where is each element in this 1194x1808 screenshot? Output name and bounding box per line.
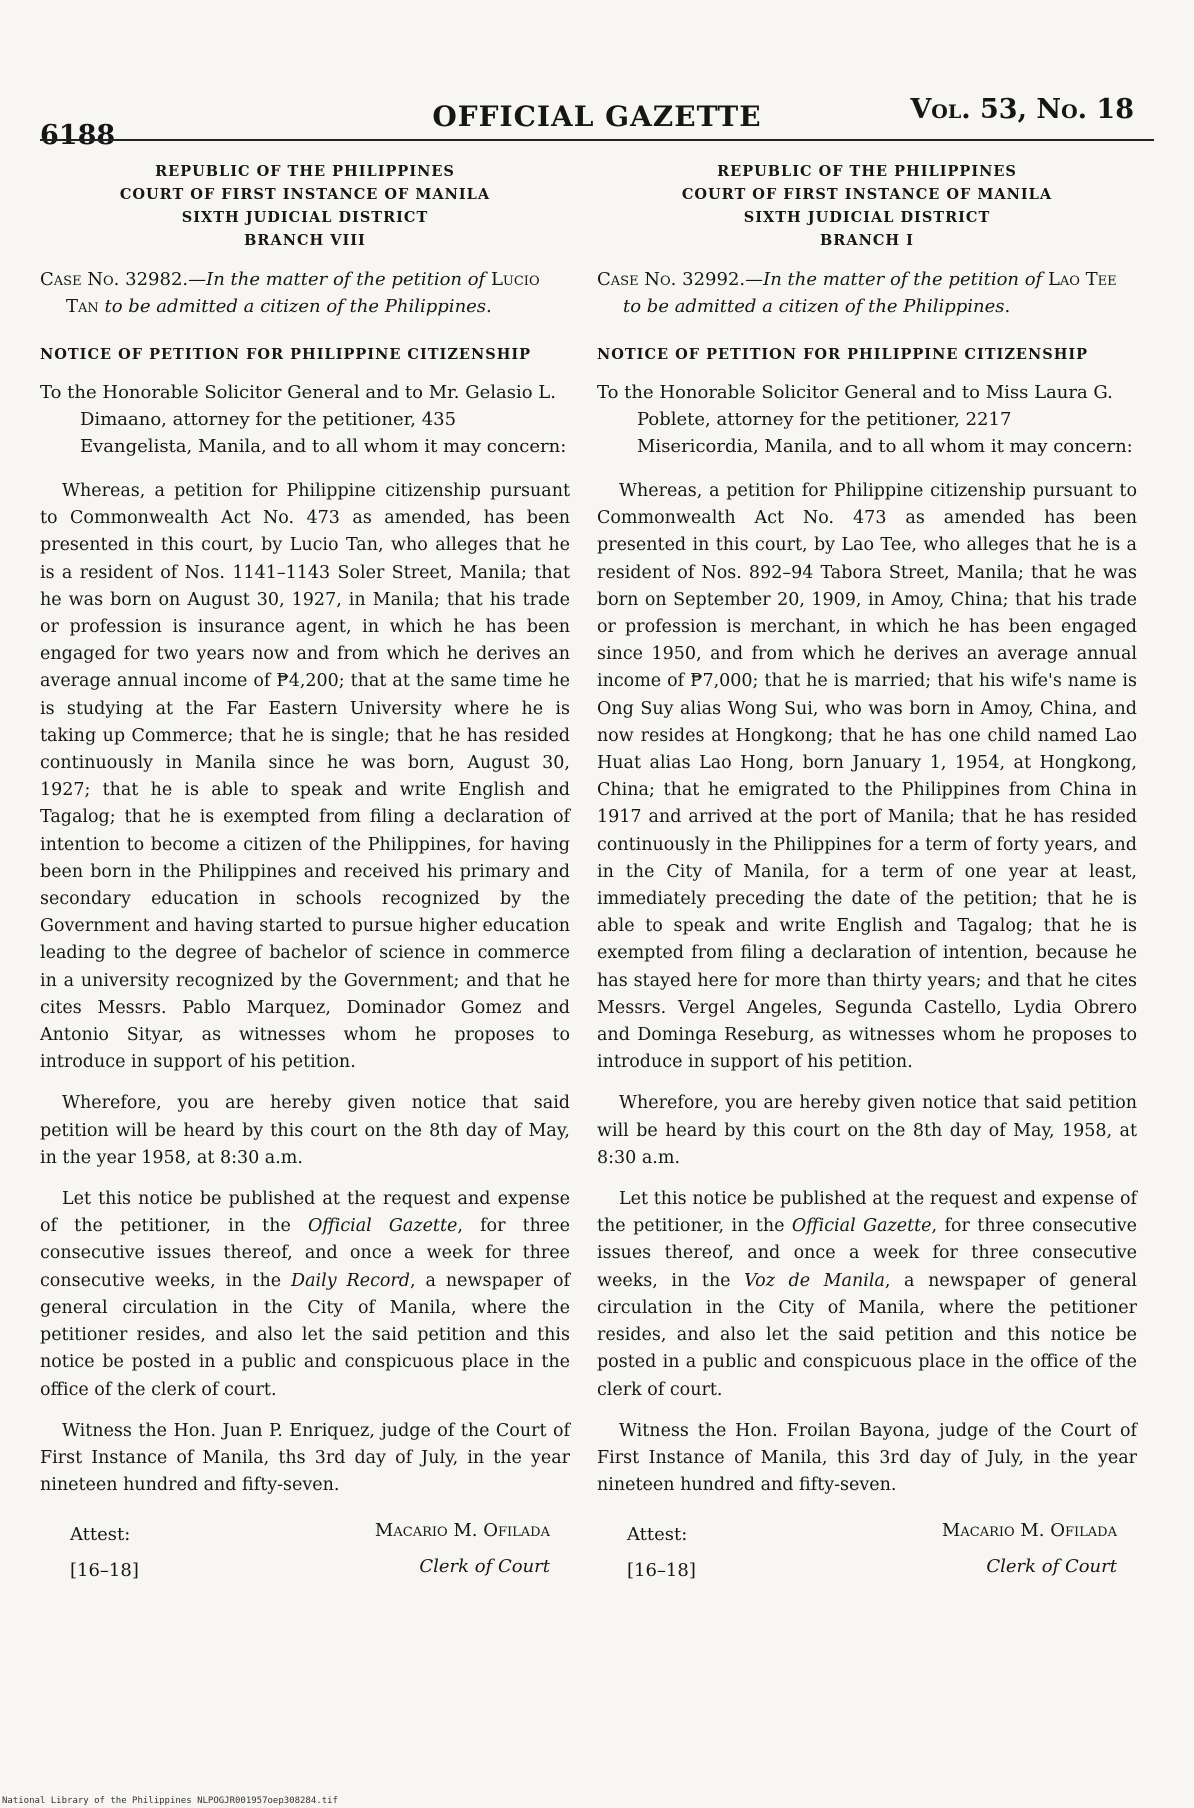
attest-block xyxy=(627,1517,696,1589)
wherefore-paragraph: Wherefore, you are hereby given notice that said petition will be heard by this court on the 8th day of May, 1958, at 8:30 a.m. xyxy=(597,1093,1137,1168)
page-header xyxy=(40,92,1154,151)
newspaper-name: Daily Record xyxy=(291,1270,410,1291)
clerk-block xyxy=(375,1513,550,1585)
notice-title: NOTICE OF PETITION FOR PHILIPPINE CITIZENSHIP xyxy=(597,346,1089,363)
court-line: BRANCH VIII xyxy=(244,232,366,249)
whereas-paragraph: Whereas, a petition for Philippine citizenship pursuant to Commonwealth Act No. 473 as amended, has been presented in this court, by Lucio Tan, who alleges that he is a resident of Nos. 1141–1143 Soler Street, Manila; that he was born on August 30, 1927, in Manila; that his trade or profession is insurance agent, in which he has been engaged for two years now and from which he derives an average annual income of ₱4,200; that at the same time he is studying at the Far Eastern University where he is taking up Commerce; that he is single; that he has resided continuously in Manila since he was born, August 30, 1927; that he is able to speak and write English and Tagalog; that he is exempted from filing a declaration of intention to become a citizen of the Philippines, for having been born in the Philippines and received his primary and secondary education in schools recognized by the Government and having started to pursue higher education leading to the degree of bachelor of science in commerce in a university recognized by the Government; and that he cites Messrs. Pablo Marquez, Dominador Gomez and Antonio Sityar, as witnesses whom he proposes to introduce in support of his petition. xyxy=(40,481,570,1073)
court-line: BRANCH I xyxy=(820,232,914,249)
attest-label: Attest: xyxy=(70,1524,131,1546)
court-line: COURT OF FIRST INSTANCE OF MANILA xyxy=(119,186,491,203)
clerk-block xyxy=(942,1513,1117,1585)
gazette-title: OFFICIAL GAZETTE xyxy=(432,100,762,133)
signature-block xyxy=(597,1513,1137,1593)
clerk-title: Clerk of Court xyxy=(419,1556,550,1578)
notice-left xyxy=(40,160,570,1593)
attest-label: Attest: xyxy=(627,1524,688,1546)
notice-title: NOTICE OF PETITION FOR PHILIPPINE CITIZENSHIP xyxy=(40,346,532,363)
newspaper-name: Voz de Manila xyxy=(744,1270,885,1291)
witness-paragraph: Witness the Hon. Juan P. Enriquez, judge of the Court of First Instance of Manila, ths 3rd day of July, in the year nineteen hundred and fifty-seven. xyxy=(40,1420,570,1496)
case-text: —In the matter of the petition of xyxy=(745,269,1048,290)
clerk-name: Macario M. Ofilada xyxy=(374,1520,550,1542)
case-text: to be admitted a citizen of the Philippines. xyxy=(98,296,492,317)
witness-paragraph: Witness the Hon. Froilan Bayona, judge of the Court of First Instance of Manila, this 3rd day of July, in the year nineteen hundred and fifty-seven. xyxy=(597,1420,1137,1496)
text: Let this notice be published at the request and expense of the petitioner, in the xyxy=(597,1189,1137,1237)
page-number: 6188 xyxy=(40,120,116,151)
issue-range: [16–18] xyxy=(70,1560,139,1582)
case-text: —In the matter of the petition of xyxy=(188,269,491,290)
attest-block xyxy=(70,1517,139,1589)
court-line: COURT OF FIRST INSTANCE OF MANILA xyxy=(681,186,1053,203)
case-caption xyxy=(597,266,1137,320)
court-line: REPUBLIC OF THE PHILIPPINES xyxy=(717,163,1017,180)
text: , a newspaper of general circulation in the City of Manila, where the petitioner resides, and also let the said petition and this notice be posted in a public and conspicuous place in the office of the clerk of court. xyxy=(40,1270,570,1400)
text: , a newspaper of general circulation in the City of Manila, where the petitioner resides, and also let the said petition and this notice be posted in a public and conspicuous place in the office of the clerk of court. xyxy=(597,1270,1137,1400)
publication-paragraph xyxy=(597,1186,1137,1404)
case-caption xyxy=(40,266,570,320)
court-heading xyxy=(40,160,570,252)
text: , for three consecutive issues thereof, and once a week for three consecutive weeks, in the xyxy=(597,1216,1137,1291)
court-line: REPUBLIC OF THE PHILIPPINES xyxy=(155,163,455,180)
publication-name: Official Gazette xyxy=(308,1216,458,1237)
issue-range: [16–18] xyxy=(627,1560,696,1582)
case-number: Case No. 32992. xyxy=(597,269,746,290)
wherefore-paragraph: Wherefore, you are hereby given notice that said petition will be heard by this court on the 8th day of May, in the year 1958, at 8:30 a.m. xyxy=(40,1093,570,1168)
addressee: To the Honorable Solicitor General and to Mr. Gelasio L. Dimaano, attorney for the petitioner, 435 Evangelista, Manila, and to all whom it may concern: xyxy=(40,382,567,457)
clerk-name: Macario M. Ofilada xyxy=(941,1520,1117,1542)
text: Let this notice be published at the request and expense of the petitioner, in the xyxy=(40,1189,570,1237)
case-number: Case No. 32982. xyxy=(40,269,189,290)
publication-name: Official Gazette xyxy=(791,1216,932,1237)
case-text: to be admitted a citizen of the Philippines. xyxy=(623,296,1011,317)
header-rule xyxy=(40,139,1154,141)
court-line: SIXTH JUDICIAL DISTRICT xyxy=(743,209,991,226)
scan-source-note: National Library of the Philippines NLPOGJR001957oep308284.tif xyxy=(2,1796,338,1806)
court-line: SIXTH JUDICIAL DISTRICT xyxy=(181,209,429,226)
text: , for three consecutive issues thereof, and once a week for three consecutive weeks, in the xyxy=(40,1216,570,1291)
publication-paragraph xyxy=(40,1186,570,1404)
addressee: To the Honorable Solicitor General and to Miss Laura G. Poblete, attorney for the petitioner, 2217 Misericordia, Manila, and to all whom it may concern: xyxy=(597,382,1133,457)
petitioner-name: Lao Tee xyxy=(1047,269,1117,290)
notice-right xyxy=(597,160,1137,1593)
petitioner-name: Lucio Tan xyxy=(66,269,540,317)
clerk-title: Clerk of Court xyxy=(986,1556,1117,1578)
whereas-paragraph: Whereas, a petition for Philippine citizenship pursuant to Commonwealth Act No. 473 as amended has been presented in this court, by Lao Tee, who alleges that he is a resident of Nos. 892–94 Tabora Street, Manila; that he was born on September 20, 1909, in Amoy, China; that his trade or profession is merchant, in which he has been engaged since 1950, and from which he derives an average annual income of ₱7,000; that he is married; that his wife's name is Ong Suy alias Wong Sui, who was born in Amoy, China, and now resides at Hongkong; that he has one child named Lao Huat alias Lao Hong, born January 1, 1954, at Hongkong, China; that he emigrated to the Philippines from China in 1917 and arrived at the port of Manila; that he has resided continuously in the Philippines for a term of forty years, and in the City of Manila, for a term of one year at least, immediately preceding the date of the petition; that he is able to speak and write English and Tagalog; that he is exempted from filing a declaration of intention, because he has stayed here for more than thirty years; and that he cites Messrs. Vergel Angeles, Segunda Castello, Lydia Obrero and Dominga Reseburg, as witnesses whom he proposes to introduce in support of his petition. xyxy=(597,481,1137,1073)
volume-issue: Vol. 53, No. 18 xyxy=(910,94,1134,125)
signature-block xyxy=(40,1513,570,1593)
court-heading xyxy=(597,160,1137,252)
